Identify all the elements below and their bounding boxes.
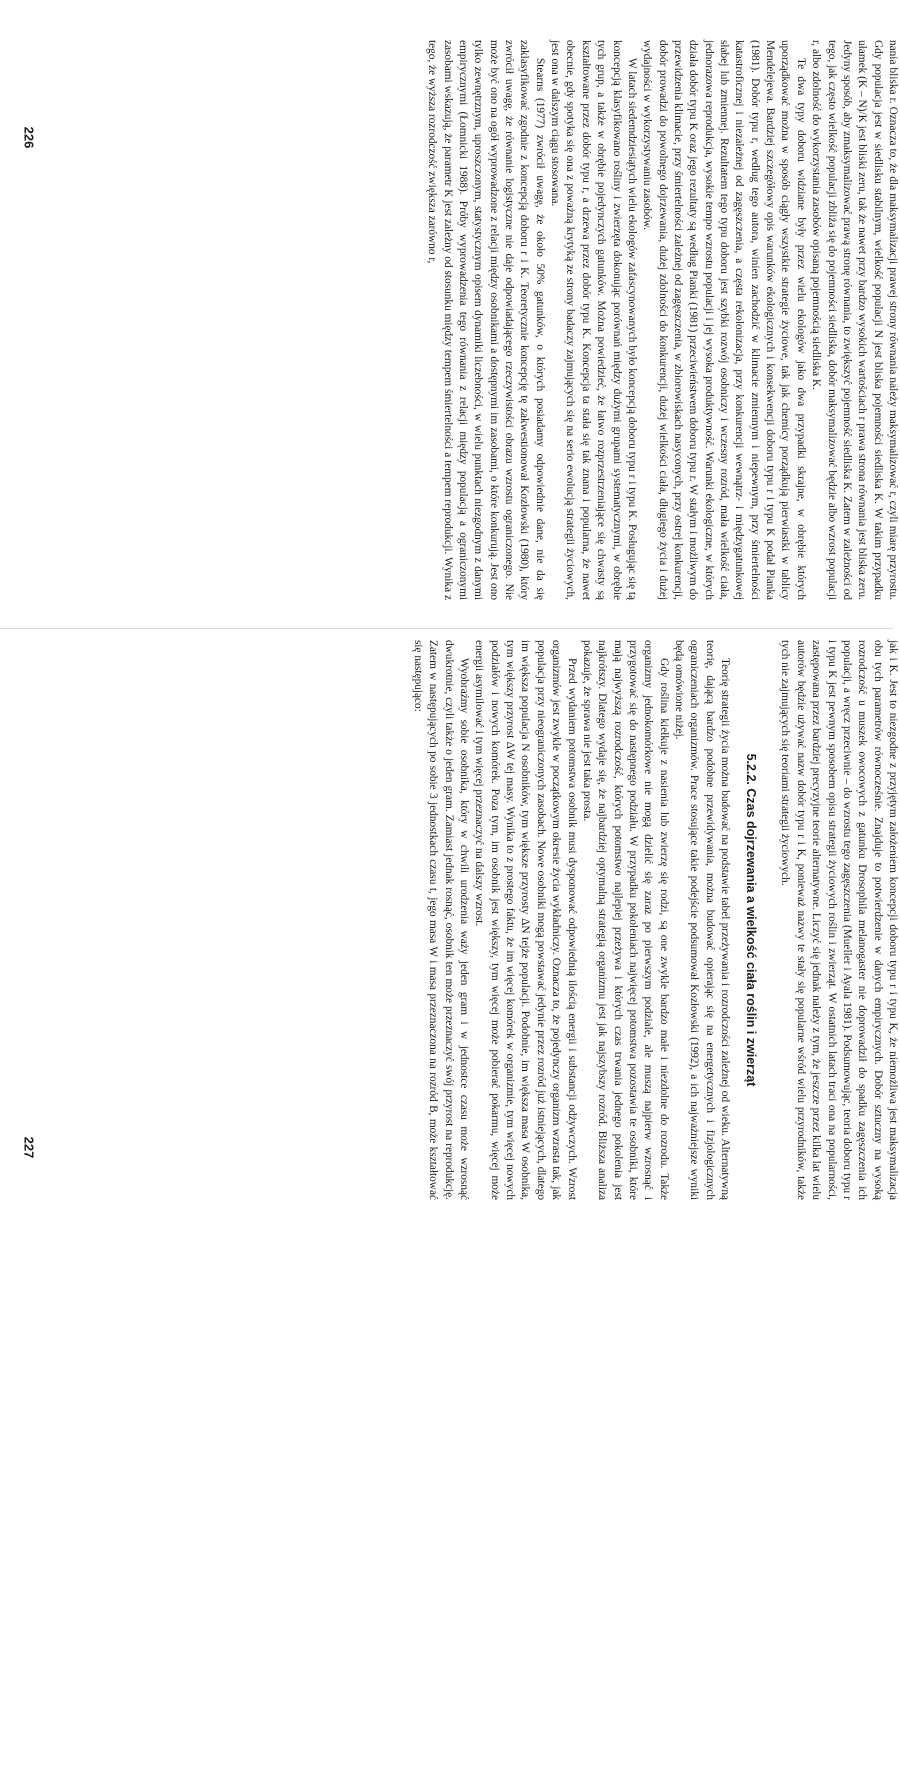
paragraph: jak i K. Jest to niezgodne z przyjętym założeniem koncepcji doboru typu r i typu K, że niemożliwa jest maksymalizacja obu tych parametrów równocześnie. Znajduje to potwierdzenie w danych empirycznych. Dobór sztuczny na wysoką rozrodczość u muszek owocowych z gatunku Drosophila melanogaster nie doprowadził do spadku zagęszczenia ich populacji, a wręcz przeciwnie – do wzrostu tego zagęszczenia (Mueller i Ayala 1981). Podsumowując, teoria doboru typu r i typu K jest pewnym sposobem opisu strategii życiowych roślin i zwierząt. W ostatnich latach traci ona na popularności, zastępowana przez bardziej precyzyjne teorie alternatywne. Liczyć się jednak należy z tym, że jeszcze przez kilka lat wielu autorów będzie używać nazw dobór typu r i K, ponieważ nazwy te stały się popularne wśród wielu przyrodników, także tych nie zajmujących się teoriami strategii życiowych.	[779, 640, 899, 1200]
page-227-text	[80, 640, 900, 1200]
paragraph: Wyobraźmy sobie osobnika, który w chwili urodzenia waży jeden gram i w jednostce czasu może wzrosnąć dwukrotnie, czyli także o jeden gram. Zamiast jednak rosnąć, osobnik ten może przeznaczyć swój przyrost na reprodukcję. Zatem w następujących po sobie 3 jednostkach czasu t, jego masa W i masa przeznaczona na rozród B, może kształtować się następująco:	[411, 640, 471, 1200]
paragraph: Stearns (1977) zwrócił uwagę, że około 50% gatunków, o których posiadamy odpowiednie dane, nie da się zaklasyfikować zgodnie z koncepcją doboru r i K. Teoretycznie koncepcję tę zakwestionował Kozłowski (1980), który zwrócił uwagę, że równanie logistyczne nie daje odpowiadającego rzeczywistości obrazu wzrostu ograniczonego. Nie może być ono na ogół wyprowadzone z relacji między osobnikami a dostępnymi im zasobami, o które konkurują. Jest ono tylko zewnętrznym, uproszczonym, statystycznym opisem dynamiki liczebności, w wielu punktach niezgodnym z danymi empirycznymi (Łomnicki 1988). Próby wyprowadzenia tego równania z relacji między populacją a ograniczonymi zasobami wskazują, że parametr K jest zależny od stosunku między tempem śmiertelności a tempem reprodukcji. Wynika z tego, że wyższa rozrodczość zwiększa zarówno r,	[426, 40, 546, 600]
paragraph: Gdy roślina kiełkuje z nasienia lub zwierzę się rodzi, są one zwykle bardzo małe i niezdolne do rozrodu. Także organizmy jednokomórkowe nie mogą dzielić się zaraz po pierwszym podziale, ale muszą najpierw wzrosnąć i przygotować się do następnego podziału. W przypadku pokoleniach najwięcej potomstwa pozostawia te osobniki, które mają najwyższą rozrodczość, których potomstwo najlepiej przeżywa i których czas trwania jednego pokolenia jest najkrótszy. Dlatego wydaje się, że najbardziej optymalną strategią organizmu jest jak najszybszy rozród. Bliższa analiza pokazuje, że sprawa nie jest taka prosta.	[580, 640, 670, 1200]
paragraph: Przed wydaniem potomstwa osobnik musi dysponować odpowiednią ilością energii i substancji odżywczych. Wzrost organizmów jest zwykle w początkowym okresie życia wykładniczy. Oznacza to, że pojedynczy organizm wzrasta tak, jak populacja przy nieograniczonych zasobach. Nowe osobniki mogą powstawać jedynie przez rozród już istniejących, dlatego im większa populacja N osobników, tym większe przyrosty ΔN tejże populacji. Podobnie, im większa masa W osobnika, tym większy przyrost ΔW tej masy. Wynika to z prostego faktu, że im więcej komórek w organizmie, tym więcej nowych podziałów i nowych komórek. Poza tym, im osobnik jest większy, tym więcej może pobierać pokarmu, więcej może energii asymilować i tym więcej przeznaczyć na dalszy wzrost.	[473, 640, 578, 1200]
paragraph: Teorię strategii życia można budować na podstawie tabel przeżywania i rozrodczości zależnej od wieku. Alternatywną teorię, dającą bardzo podobne przewidywania, można budować opierając się na energetycznych i fizjologicznych ograniczeniach organizmów. Prace stosujące takie podejście podsumował Kozłowski (1992), a ich najważniejsze wyniki będą omówione niżej.	[673, 640, 732, 1200]
page-226-text	[80, 40, 900, 600]
paragraph: W latach siedemdziesiątych wielu ekologów zafascynowanych było koncepcją doboru typu r i typu K. Posługując się tą koncepcją klasyfikowano rośliny i zwierzęta dokonując porównań między dużymi grupami systematycznymi, w obrębie tych grup, a także w obrębie pojedynczych gatunków. Można powiedzieć, że łatwo rozprzestrzeniające się chwasty są kształtowane przez dobór typu r, a drzewa przez dobór typu K. Koncepcja ta stała się tak znana i popularna, że nawet obecnie, gdy spotyka się ona z poważną krytyką ze strony badaczy zajmujących się na serio ewolucją strategii życiowych, jest ona w dalszym ciągu stosowana.	[549, 40, 638, 600]
paragraph: nania bliska r. Oznacza to, że dla maksymalizacji prawej strony równania należy maksymalizować r, czyli miarę przyrostu. Gdy populacja jest w siedlisku stabilnym, wielkość populacji N jest bliska pojemności siedliska K. W takim przypadku ułamek (K – N)/K jest bliski zeru, tak że nawet przy bardzo wysokich wartościach r prawa strona równania jest bliska zeru. Jedyny sposób, aby zmaksymalizować prawą stronę równania, to zwiększyć pojemność siedliska K. Zatem w zależności od tego, jak często wielkość populacji zbliża się do pojemności siedliska, dobór maksymalizować będzie albo wzrost populacji r, albo zdolność do wykorzystania zasobów opisaną pojemnością siedliska K.	[810, 40, 899, 600]
page-number: 227	[21, 1136, 37, 1159]
section-heading: 5.2.2. Czas dojrzewania a wielkość ciała roślin i zwierząt	[744, 753, 759, 1087]
page-227	[340, 640, 900, 1790]
page-number: 226	[21, 126, 37, 149]
paragraph: Te dwa typy doboru widziane były przez wielu ekologów jako dwa przypadki skrajne, w obrębie których uporządkować można w sposób ciągły wszystkie strategie życiowe, tak jak chemicy porządkują pierwiastki w tablicy Mendelejewa. Bardziej szczegółowy opis warunków ekologicznych i konsekwencji doboru typu r i typu K podał Pianka (1981). Dobór typu r, według tego autora, winien zachodzić w klimacie zmiennym i niepewnym, przy śmiertelności katastroficznej i niezależnej od zagęszczenia, a częsta rekolonizacja, przy konkurencji wewnątrz- i międzygatunkowej słabej lub zmiennej. Rezultatem tego typu doboru jest szybki rozwój osobniczy i wczesny rozród, mała wielkość ciała, jednorazowa reprodukcja, wysokie tempo wzrostu populacji i jej wysoka produktywność. Warunki ekologiczne, w których działa dobór typu K oraz jego rezultaty są według Pianki (1981) przeciwieństwem doboru typu r. W stałym i możliwym do przewidzenia klimacie, przy śmiertelności zależnej od zagęszczenia, w zbiorowiskach nasyconych, przy ostrej konkurencji, dobór prowadzi do powolnego dojrzewania, dużej zdolności do konkurencji, dużej wielkości ciała, długiego życia i dużej wydajności w wykorzystywaniu zasobów.	[641, 40, 807, 600]
